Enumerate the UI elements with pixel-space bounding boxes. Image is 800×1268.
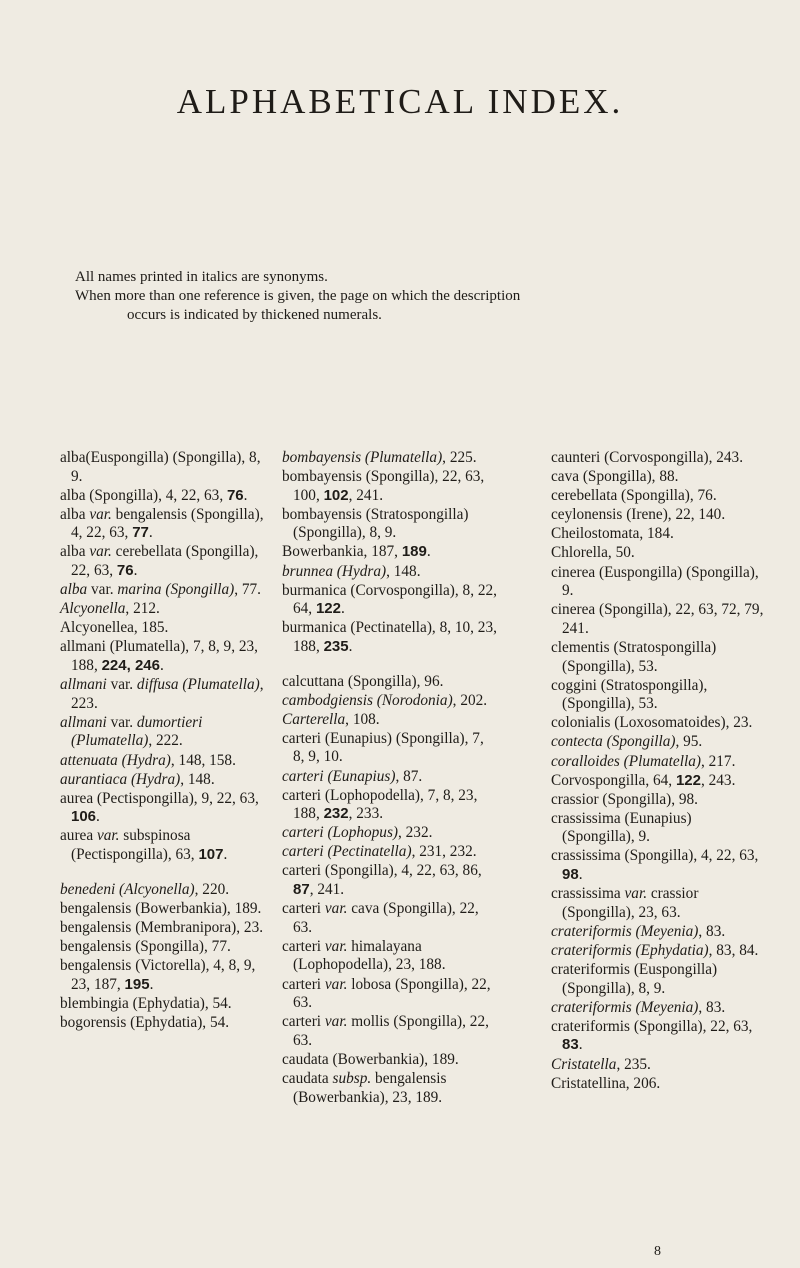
index-entry bbox=[551, 1075, 766, 1094]
index-entry bbox=[60, 638, 275, 675]
entry-text: crateriformis (Euspongilla) (Spongilla), 8, 9. bbox=[551, 961, 718, 997]
entry-text: , 232. bbox=[398, 824, 433, 842]
index-entry bbox=[60, 827, 275, 864]
entry-text: carteri (Eunapius) (Spongilla), 7, 8, 9, 10. bbox=[282, 729, 484, 766]
index-entry bbox=[282, 862, 497, 899]
synonym-text: alba bbox=[60, 581, 88, 599]
entry-text: , 231, 232. bbox=[411, 843, 477, 861]
index-entry bbox=[60, 600, 275, 619]
synonym-text: allmani bbox=[60, 713, 107, 731]
synonym-text: var. bbox=[324, 1013, 348, 1031]
entry-text: alba(Euspongilla) (Spongilla), 8, 9. bbox=[60, 449, 261, 485]
description-page-ref: 76 bbox=[116, 562, 134, 580]
synonym-text: aurantiaca (Hydra) bbox=[60, 770, 181, 788]
index-entry bbox=[60, 487, 275, 506]
entry-text: var. bbox=[87, 581, 118, 599]
entry-text: subspinosa (Pectispongilla), 63, bbox=[71, 827, 199, 863]
entry-text: clementis (Stratospongilla) (Spongilla), 53. bbox=[551, 638, 717, 675]
index-entry bbox=[60, 900, 275, 919]
index-entry bbox=[551, 1018, 766, 1055]
entry-text: lobosa (Spongilla), 22, 63. bbox=[293, 975, 491, 1012]
index-entry bbox=[60, 790, 275, 827]
index-entry bbox=[60, 881, 275, 900]
index-entry bbox=[282, 843, 497, 862]
entry-text: crassissima (Spongilla), 4, 22, 63, bbox=[551, 847, 759, 865]
entry-text: , 223. bbox=[71, 676, 264, 712]
index-entry bbox=[282, 506, 497, 543]
description-page-ref: 232 bbox=[323, 805, 349, 823]
index-entry bbox=[551, 999, 766, 1018]
index-entry bbox=[60, 714, 275, 751]
note-line: All names printed in italics are synonyms. bbox=[75, 269, 328, 285]
entry-text: . bbox=[223, 845, 228, 863]
entry-text: crassior (Spongilla), 98. bbox=[551, 790, 698, 808]
index-entry bbox=[551, 791, 766, 810]
entry-text: , 83. bbox=[698, 998, 726, 1016]
entry-text: . bbox=[148, 524, 153, 542]
entry-text: , 77. bbox=[234, 581, 262, 599]
synonym-text: var. bbox=[624, 885, 648, 903]
synonym-text: brunnea (Hydra) bbox=[282, 562, 387, 580]
entry-text: , 241. bbox=[309, 881, 345, 899]
index-entry bbox=[551, 753, 766, 772]
synonym-text: crateriformis (Ephydatia) bbox=[551, 941, 709, 959]
entry-text: ceylonensis (Irene), 22, 140. bbox=[551, 506, 726, 524]
synonym-text: crateriformis (Meyenia) bbox=[551, 998, 699, 1016]
index-entry bbox=[282, 468, 497, 505]
note-line: When more than one reference is given, the page on which the description bbox=[75, 288, 521, 304]
entry-text: , 233. bbox=[348, 805, 384, 823]
description-page-ref: 235 bbox=[323, 637, 349, 655]
entry-text: alba (Spongilla), 4, 22, 63, bbox=[60, 486, 227, 504]
entry-text: cava (Spongilla), 22, 63. bbox=[293, 900, 479, 936]
index-entry bbox=[60, 506, 275, 543]
index-entry bbox=[282, 730, 497, 767]
synonym-text: var. bbox=[89, 505, 112, 523]
index-entry bbox=[551, 714, 766, 733]
index-entry bbox=[282, 711, 497, 730]
entry-text: . bbox=[348, 637, 353, 655]
synonym-text: bombayensis (Plumatella) bbox=[282, 449, 443, 466]
index-entry bbox=[551, 468, 766, 487]
entry-text: . bbox=[96, 808, 100, 826]
index-entry bbox=[282, 900, 497, 937]
entry-text: aurea bbox=[60, 827, 97, 845]
synonym-text: allmani bbox=[60, 676, 107, 694]
index-entry bbox=[282, 692, 497, 711]
synonym-text: Carterella bbox=[282, 710, 346, 728]
entry-text: cerebellata (Spongilla), 22, 63, bbox=[71, 543, 259, 580]
entry-text: , 235. bbox=[616, 1055, 651, 1073]
entry-text: carteri bbox=[282, 937, 325, 955]
index-entry bbox=[282, 582, 497, 619]
index-entry bbox=[282, 1051, 497, 1070]
entry-text: Alcyonellea, 185. bbox=[60, 619, 169, 637]
entry-text: Chlorella, 50. bbox=[551, 544, 635, 562]
index-entry bbox=[60, 938, 275, 957]
entry-text: cerebellata (Spongilla), 76. bbox=[551, 487, 717, 505]
entry-text: cava (Spongilla), 88. bbox=[551, 468, 679, 486]
entry-text: , 212. bbox=[125, 600, 160, 618]
entry-text: caunteri (Corvospongilla), 243. bbox=[551, 449, 744, 466]
synonym-text: cambodgiensis (Norodonia) bbox=[282, 691, 453, 709]
entry-text: caudata (Bowerbankia), 189. bbox=[282, 1050, 459, 1068]
entry-text: calcuttana (Spongilla), 96. bbox=[282, 672, 444, 690]
entry-text: . bbox=[133, 562, 138, 580]
index-entry bbox=[282, 824, 497, 843]
index-entry bbox=[551, 961, 766, 998]
entry-text: allmani (Plumatella), 7, 8, 9, 23, 188, bbox=[60, 638, 258, 675]
entry-text: carteri (Lophopodella), 7, 8, 23, 188, bbox=[282, 786, 478, 823]
index-entry bbox=[282, 768, 497, 787]
index-entry bbox=[60, 771, 275, 790]
index-entry bbox=[551, 1056, 766, 1075]
description-page-ref: 107 bbox=[198, 845, 224, 863]
index-entry bbox=[282, 1013, 497, 1050]
description-page-ref: 189 bbox=[401, 543, 427, 561]
entry-text: crassior (Spongilla), 23, 63. bbox=[562, 885, 699, 921]
entry-text: , 148. bbox=[180, 770, 215, 788]
entry-text: , 202. bbox=[452, 691, 488, 709]
index-column-3 bbox=[551, 449, 766, 1094]
entry-text: . bbox=[426, 543, 431, 561]
description-page-ref: 102 bbox=[323, 486, 349, 504]
entry-text: , 243. bbox=[700, 771, 736, 789]
entry-text: , 148. bbox=[386, 562, 421, 580]
entry-text: bombayensis (Spongilla), 22, 63, 100, bbox=[282, 468, 485, 504]
description-page-ref: 195 bbox=[124, 975, 150, 993]
entry-text: Corvospongilla, 64, bbox=[551, 771, 676, 789]
index-entry bbox=[551, 923, 766, 942]
description-page-ref: 76 bbox=[226, 486, 244, 504]
index-entry bbox=[60, 752, 275, 771]
entry-text: crassissima (Eunapius) (Spongilla), 9. bbox=[551, 809, 692, 846]
index-entry bbox=[282, 976, 497, 1013]
entry-text: bengalensis (Spongilla), 77. bbox=[60, 937, 231, 955]
entry-text: mollis (Spongilla), 22, 63. bbox=[293, 1013, 489, 1049]
index-entry bbox=[60, 995, 275, 1014]
synonym-text: var. bbox=[324, 975, 348, 993]
synonym-text: var. bbox=[89, 543, 112, 561]
entry-text: crateriformis (Spongilla), 22, 63, bbox=[551, 1017, 753, 1035]
synonym-text: marina (Spongilla) bbox=[117, 581, 235, 599]
page-title: ALPHABETICAL INDEX. bbox=[176, 82, 624, 121]
entry-text: himalayana (Lophopodella), 23, 188. bbox=[293, 937, 446, 974]
synonym-text: var. bbox=[324, 900, 348, 918]
index-entry bbox=[551, 639, 766, 676]
index-entry bbox=[282, 619, 497, 656]
entry-text: . bbox=[340, 600, 345, 618]
synonym-text: Cristatella bbox=[551, 1055, 617, 1073]
entry-text: cinerea (Euspongilla) (Spongilla), 9. bbox=[551, 563, 759, 600]
description-page-ref: 106 bbox=[71, 808, 97, 826]
synonym-text: var. bbox=[96, 827, 120, 845]
index-entry bbox=[551, 544, 766, 563]
index-entry bbox=[282, 787, 497, 824]
index-column-1 bbox=[60, 449, 275, 1033]
entry-text: . bbox=[578, 866, 583, 884]
entry-text: carteri (Spongilla), 4, 22, 63, 86, bbox=[282, 862, 482, 880]
entry-text: bengalensis (Bowerbankia), 23, 189. bbox=[293, 1070, 447, 1106]
index-entry bbox=[551, 733, 766, 752]
entry-text: Cristatellina, 206. bbox=[551, 1074, 661, 1092]
entry-text: caudata bbox=[282, 1070, 333, 1087]
entry-text: , 220. bbox=[194, 880, 230, 898]
entry-text: , 87. bbox=[395, 767, 423, 785]
index-entry bbox=[551, 885, 766, 922]
index-entry bbox=[551, 525, 766, 544]
index-entry bbox=[551, 847, 766, 884]
signature-mark: 8 bbox=[654, 1244, 661, 1259]
index-entry bbox=[551, 564, 766, 601]
index-entry bbox=[60, 919, 275, 938]
entry-text: alba bbox=[60, 543, 90, 561]
entry-text: , 95. bbox=[675, 733, 703, 751]
index-entry bbox=[60, 619, 275, 638]
index-entry bbox=[282, 938, 497, 975]
entry-text: . bbox=[159, 657, 164, 675]
index-entry bbox=[60, 1014, 275, 1033]
entry-text: aurea (Pectispongilla), 9, 22, 63, bbox=[60, 789, 259, 807]
description-page-ref: 98 bbox=[562, 866, 579, 884]
index-entry bbox=[60, 957, 275, 994]
index-entry bbox=[60, 449, 275, 486]
entry-text: bogorensis (Ephydatia), 54. bbox=[60, 1013, 230, 1031]
index-entry bbox=[551, 942, 766, 961]
entry-text: bengalensis (Spongilla), 4, 22, 63, bbox=[71, 505, 264, 542]
synonym-text: diffusa (Plumatella) bbox=[136, 676, 260, 694]
entry-text: , 222. bbox=[148, 732, 183, 750]
entry-text: , 83. bbox=[698, 922, 726, 940]
description-page-ref: 83 bbox=[562, 1036, 579, 1054]
index-note bbox=[75, 268, 765, 325]
synonym-text: subsp. bbox=[332, 1070, 372, 1087]
index-entry bbox=[282, 673, 497, 692]
synonym-text: dumortieri (Plumatella) bbox=[71, 713, 203, 750]
index-entry bbox=[551, 449, 766, 468]
entry-text: carteri bbox=[282, 1013, 325, 1031]
entry-text: alba bbox=[60, 505, 90, 523]
entry-text: bengalensis (Victorella), 4, 8, 9, 23, 187, bbox=[60, 956, 256, 993]
description-page-ref: 122 bbox=[315, 600, 341, 618]
synonym-text: carteri (Eunapius) bbox=[282, 767, 396, 785]
index-entry bbox=[60, 581, 275, 600]
index-entry bbox=[60, 676, 275, 713]
index-entry bbox=[551, 677, 766, 714]
note-line: occurs is indicated by thickened numerals. bbox=[127, 307, 382, 323]
entry-text: blembingia (Ephydatia), 54. bbox=[60, 994, 232, 1012]
entry-text: bombayensis (Stratospongilla) (Spongilla), 8, 9. bbox=[282, 505, 469, 542]
synonym-text: carteri (Lophopus) bbox=[282, 824, 398, 842]
synonym-text: crateriformis (Meyenia) bbox=[551, 922, 699, 940]
entry-text: carteri bbox=[282, 975, 325, 993]
description-page-ref: 77 bbox=[132, 524, 149, 542]
synonym-text: contecta (Spongilla) bbox=[551, 733, 676, 751]
index-entry bbox=[551, 601, 766, 638]
entry-text: , 241. bbox=[348, 486, 384, 504]
entry-text: , 217. bbox=[700, 752, 736, 770]
synonym-text: var. bbox=[324, 937, 348, 955]
index-entry bbox=[282, 449, 497, 468]
entry-text: cinerea (Spongilla), 22, 63, 72, 79, 241. bbox=[551, 601, 764, 637]
entry-text: . bbox=[243, 486, 248, 504]
index-entry bbox=[60, 543, 275, 580]
entry-text: var. bbox=[106, 676, 137, 694]
index-entry bbox=[282, 1070, 497, 1107]
entry-text: Cheilostomata, 184. bbox=[551, 525, 674, 543]
index-column-2 bbox=[282, 449, 497, 1108]
entry-text: , 108. bbox=[345, 710, 380, 728]
entry-text: bengalensis (Bowerbankia), 189. bbox=[60, 899, 262, 917]
synonym-text: Alcyonella bbox=[60, 600, 126, 618]
description-page-ref: 122 bbox=[675, 771, 701, 789]
index-entry bbox=[282, 543, 497, 562]
description-page-ref: 87 bbox=[293, 881, 310, 899]
entry-text: carteri bbox=[282, 900, 325, 918]
synonym-text: coralloides (Plumatella) bbox=[551, 752, 701, 770]
entry-text: colonialis (Loxosomatoides), 23. bbox=[551, 714, 753, 732]
synonym-text: carteri (Pectinatella) bbox=[282, 843, 412, 861]
index-entry bbox=[551, 487, 766, 506]
entry-text: burmanica (Corvospongilla), 8, 22, 64, bbox=[282, 581, 497, 618]
index-entry bbox=[551, 506, 766, 525]
entry-text: Bowerbankia, 187, bbox=[282, 543, 402, 561]
entry-text: crassissima bbox=[551, 885, 625, 903]
entry-text: burmanica (Pectinatella), 8, 10, 23, 188, bbox=[282, 619, 497, 655]
synonym-text: benedeni (Alcyonella) bbox=[60, 880, 195, 898]
entry-text: bengalensis (Membranipora), 23. bbox=[60, 918, 264, 936]
description-page-ref: 224, 246 bbox=[101, 657, 160, 675]
entry-text: , 225. bbox=[442, 449, 477, 466]
entry-text: , 83, 84. bbox=[708, 941, 759, 959]
index-entry bbox=[551, 772, 766, 791]
entry-text: var. bbox=[106, 713, 137, 731]
entry-text: , 148, 158. bbox=[170, 751, 236, 769]
index-entry bbox=[282, 563, 497, 582]
synonym-text: attenuata (Hydra) bbox=[60, 751, 171, 769]
index-entry bbox=[551, 810, 766, 847]
entry-text: . bbox=[578, 1036, 583, 1054]
entry-text: . bbox=[149, 975, 154, 993]
entry-text: coggini (Stratospongilla), (Spongilla), 53. bbox=[551, 676, 708, 713]
